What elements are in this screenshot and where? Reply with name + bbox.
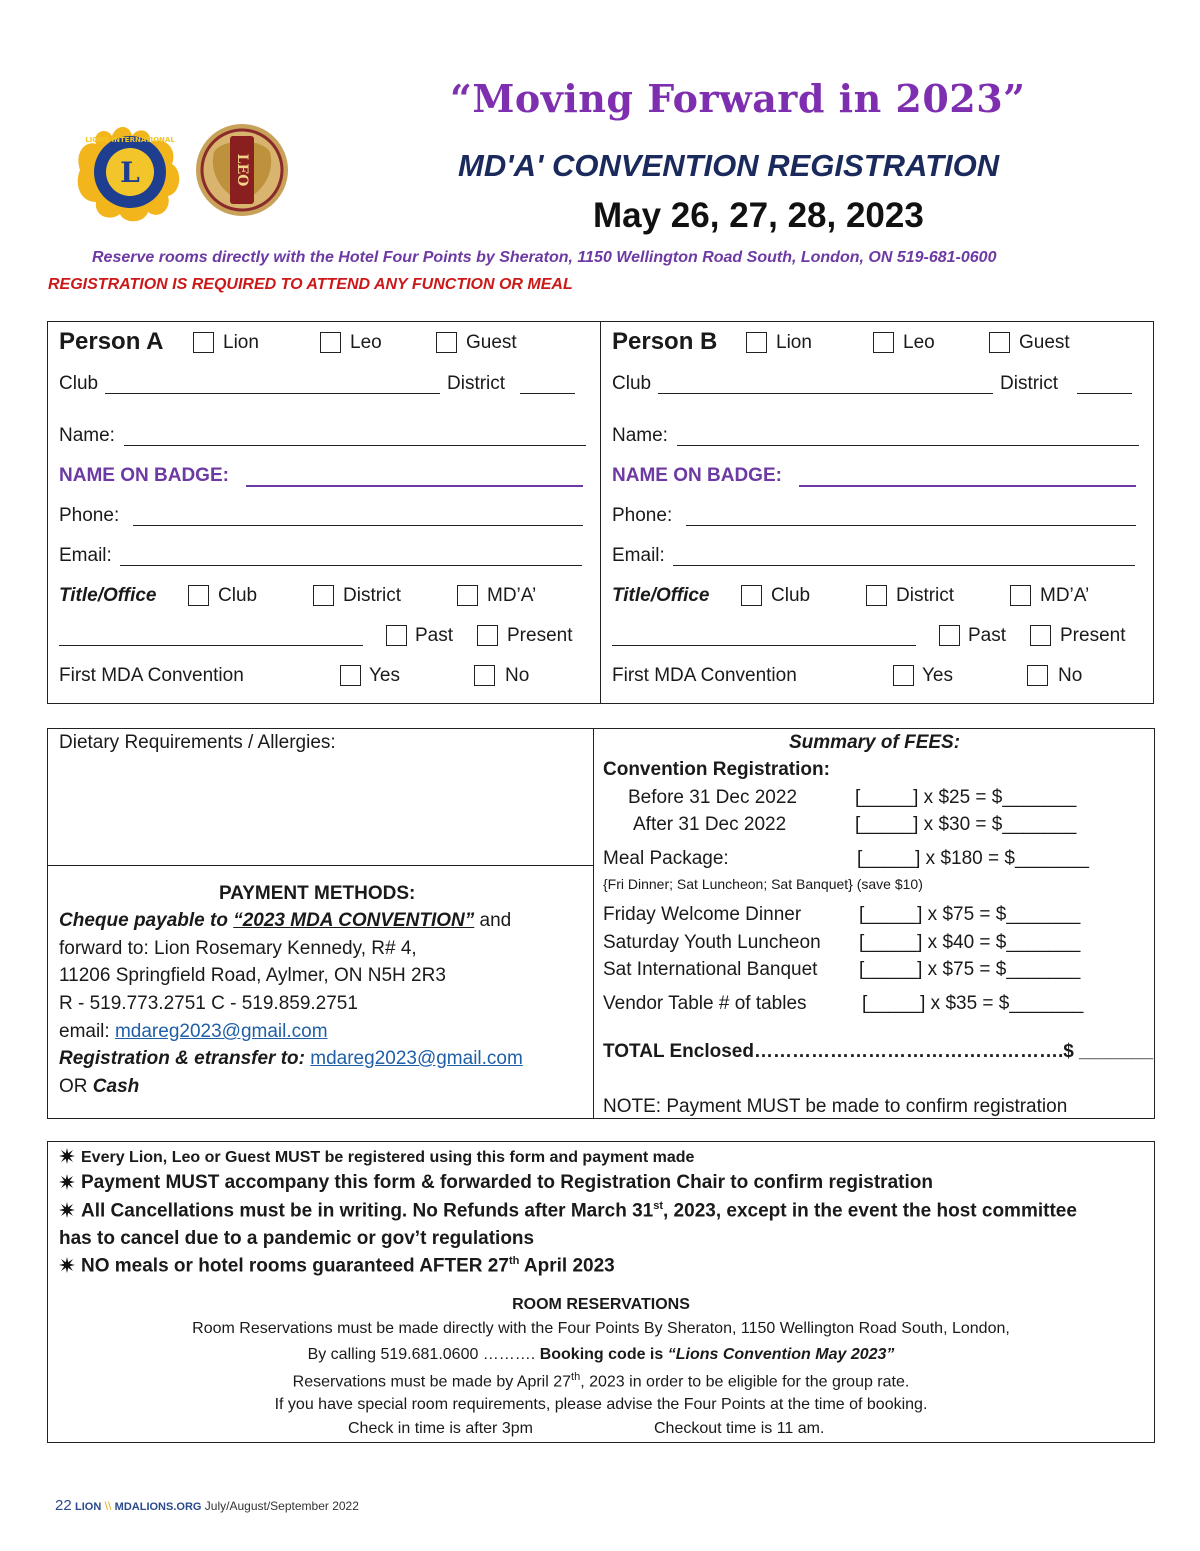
fee-banquet-label: Sat International Banquet bbox=[603, 959, 818, 980]
note-cancellation-line2: has to cancel due to a pandemic or gov’t regulations bbox=[59, 1228, 535, 1249]
person-b-phone-field[interactable] bbox=[686, 525, 1136, 526]
person-b-leo-label: Leo bbox=[903, 332, 935, 353]
person-a-district-label: District bbox=[447, 373, 506, 394]
note-guarantee bbox=[59, 1255, 615, 1277]
fee-after-label: After 31 Dec 2022 bbox=[633, 814, 787, 835]
cheque-line bbox=[59, 910, 511, 932]
convention-dates: May 26, 27, 28, 2023 bbox=[593, 196, 924, 235]
star-bullet-icon bbox=[59, 1148, 75, 1164]
person-a-office-field[interactable] bbox=[59, 645, 363, 646]
note-cancellation-rest: , 2023, except in the event the host committee bbox=[663, 1200, 1077, 1222]
dietary-divider bbox=[47, 865, 593, 866]
room-line3-text: Reservations must be made by April 27 bbox=[292, 1373, 572, 1391]
cash-line bbox=[59, 1076, 139, 1098]
site-name: MDALIONS.ORG bbox=[114, 1501, 202, 1513]
person-a-first-no-label: No bbox=[505, 665, 530, 686]
star-bullet-icon bbox=[59, 1174, 75, 1190]
note-register-text: Every Lion, Leo or Guest MUST be registered using this form and payment made bbox=[81, 1149, 695, 1166]
note-guarantee-text: NO meals or hotel rooms guaranteed AFTER 27 bbox=[81, 1255, 509, 1277]
person-a-label: Person A bbox=[59, 328, 164, 355]
fee-dinner-label: Friday Welcome Dinner bbox=[603, 904, 802, 925]
person-a-guest-checkbox[interactable] bbox=[436, 332, 457, 353]
person-a-past-label: Past bbox=[415, 625, 454, 646]
person-b-badge-field[interactable] bbox=[799, 485, 1136, 487]
person-a-first-no-checkbox[interactable] bbox=[474, 665, 495, 686]
booking-code-label: Booking code is bbox=[539, 1346, 668, 1363]
person-b-past-checkbox[interactable] bbox=[939, 625, 960, 646]
person-a-office-district-label: District bbox=[343, 585, 402, 606]
leo-logo bbox=[194, 122, 290, 218]
fees-title: Summary of FEES: bbox=[789, 732, 961, 753]
issue-date: July/August/September 2022 bbox=[204, 1499, 359, 1513]
person-a-first-yes-checkbox[interactable] bbox=[340, 665, 361, 686]
person-b-office-district-checkbox[interactable] bbox=[866, 585, 887, 606]
person-b-district-field[interactable] bbox=[1077, 393, 1132, 394]
room-line1: Room Reservations must be made directly with the Four Points By Sheraton, 1150 Wellington Road South, London, bbox=[192, 1320, 1010, 1337]
room-line3-rest: , 2023 in order to be eligible for the group rate. bbox=[580, 1373, 910, 1391]
person-b-first-yes-checkbox[interactable] bbox=[893, 665, 914, 686]
room-heading: ROOM RESERVATIONS bbox=[512, 1296, 690, 1313]
fee-banquet-formula[interactable]: [_____] x $75 = $_______ bbox=[859, 959, 1081, 980]
star-bullet-icon bbox=[59, 1202, 75, 1218]
fee-meal-formula[interactable]: [_____] x $180 = $_______ bbox=[857, 848, 1089, 869]
forward-line: forward to: Lion Rosemary Kennedy, R# 4, bbox=[59, 938, 417, 959]
note-payment bbox=[59, 1172, 933, 1194]
cheque-prefix: Cheque payable to bbox=[59, 910, 234, 931]
note-cancellation-sup: st bbox=[653, 1200, 663, 1212]
person-a-club-field[interactable] bbox=[105, 393, 440, 394]
note-payment-text: Payment MUST accompany this form & forwarded to Registration Chair to confirm registration bbox=[81, 1172, 933, 1193]
etransfer-line bbox=[59, 1048, 523, 1070]
person-a-badge-field[interactable] bbox=[246, 485, 583, 487]
hotel-reserve-note: Reserve rooms directly with the Hotel Four Points by Sheraton, 1150 Wellington Road South, London, ON 519-681-0600 bbox=[92, 249, 997, 266]
dietary-field[interactable] bbox=[52, 760, 588, 860]
person-a-email-label: Email: bbox=[59, 545, 112, 566]
svg-text:L: L bbox=[120, 156, 140, 189]
person-b-name-field[interactable] bbox=[677, 445, 1139, 446]
person-a-past-checkbox[interactable] bbox=[386, 625, 407, 646]
payment-email-link[interactable]: mdareg2023@gmail.com bbox=[114, 1021, 328, 1042]
fee-before-label: Before 31 Dec 2022 bbox=[628, 787, 798, 808]
person-a-present-checkbox[interactable] bbox=[477, 625, 498, 646]
person-a-first-yes-label: Yes bbox=[369, 665, 400, 686]
person-a-office-mda-label: MD’A’ bbox=[487, 585, 537, 606]
lions-logo bbox=[72, 122, 190, 224]
person-a-district-field[interactable] bbox=[520, 393, 575, 394]
person-b-past-label: Past bbox=[968, 625, 1007, 646]
person-a-name-field[interactable] bbox=[124, 445, 586, 446]
person-a-office-club-label: Club bbox=[218, 585, 258, 606]
person-b-panel bbox=[601, 322, 1154, 703]
room-line2 bbox=[47, 1346, 1155, 1364]
person-b-guest-label: Guest bbox=[1019, 332, 1070, 353]
fees-divider bbox=[593, 728, 594, 1119]
payment-confirm-note: NOTE: Payment MUST be made to confirm registration bbox=[603, 1096, 1068, 1117]
email-label: email: bbox=[59, 1021, 115, 1042]
note-cancellation-text: All Cancellations must be in writing. No Refunds after March 31 bbox=[81, 1200, 654, 1222]
booking-code: “Lions Convention May 2023” bbox=[667, 1346, 895, 1363]
room-line3-sup: th bbox=[571, 1371, 581, 1383]
fee-luncheon-label: Saturday Youth Luncheon bbox=[603, 932, 821, 953]
leo-logo-text: LEO bbox=[234, 153, 250, 187]
etransfer-email-link[interactable]: mdareg2023@gmail.com bbox=[310, 1048, 523, 1069]
person-a-title-office-label: Title/Office bbox=[59, 585, 157, 606]
person-a-phone-label: Phone: bbox=[59, 505, 120, 526]
page-footer bbox=[55, 1497, 359, 1514]
person-b-office-district-label: District bbox=[896, 585, 955, 606]
person-a-guest-label: Guest bbox=[466, 332, 517, 353]
person-a-lion-checkbox[interactable] bbox=[193, 332, 214, 353]
person-b-first-convention-label: First MDA Convention bbox=[612, 665, 797, 686]
email-line bbox=[59, 1021, 328, 1043]
note-register bbox=[59, 1148, 694, 1167]
person-b-club-label: Club bbox=[612, 373, 652, 394]
page-number: 22 bbox=[55, 1497, 72, 1514]
cash-label: Cash bbox=[92, 1076, 140, 1097]
fee-luncheon-formula[interactable]: [_____] x $40 = $_______ bbox=[859, 932, 1081, 953]
total-enclosed[interactable]: TOTAL Enclosed………………………………………….$ _______ bbox=[603, 1041, 1154, 1062]
registration-label: Convention Registration: bbox=[603, 759, 830, 780]
fee-after-formula[interactable]: [_____] x $30 = $_______ bbox=[855, 814, 1077, 835]
fee-vendor-label: Vendor Table # of tables bbox=[603, 993, 807, 1014]
phone-line: R - 519.773.2751 C - 519.859.2751 bbox=[59, 993, 358, 1014]
etransfer-label: Registration & etransfer to: bbox=[59, 1048, 311, 1069]
cheque-suffix: and bbox=[474, 910, 512, 931]
person-a-present-label: Present bbox=[507, 625, 573, 646]
person-b-office-field[interactable] bbox=[612, 645, 916, 646]
person-b-club-field[interactable] bbox=[658, 393, 993, 394]
person-b-name-label: Name: bbox=[612, 425, 668, 446]
person-a-badge-label: NAME ON BADGE: bbox=[59, 465, 229, 486]
person-b-label: Person B bbox=[612, 328, 718, 355]
person-b-lion-checkbox[interactable] bbox=[746, 332, 767, 353]
magazine-name: LION bbox=[75, 1501, 102, 1513]
fee-meal-label: Meal Package: bbox=[603, 848, 729, 869]
person-a-email-field[interactable] bbox=[120, 565, 582, 566]
person-b-email-field[interactable] bbox=[673, 565, 1135, 566]
person-b-present-checkbox[interactable] bbox=[1030, 625, 1051, 646]
person-divider bbox=[600, 321, 601, 704]
person-a-first-convention-label: First MDA Convention bbox=[59, 665, 244, 686]
person-b-lion-label: Lion bbox=[776, 332, 812, 353]
fee-dinner-formula[interactable]: [_____] x $75 = $_______ bbox=[859, 904, 1081, 925]
person-b-badge-label: NAME ON BADGE: bbox=[612, 465, 782, 486]
person-b-first-no-label: No bbox=[1058, 665, 1083, 686]
meal-package-note: {Fri Dinner; Sat Luncheon; Sat Banquet} (save $10) bbox=[603, 876, 923, 892]
person-a-club-label: Club bbox=[59, 373, 99, 394]
person-b-first-yes-label: Yes bbox=[922, 665, 953, 686]
or-label: OR bbox=[59, 1076, 93, 1097]
person-a-panel bbox=[48, 322, 601, 703]
convention-title: MD'A' CONVENTION REGISTRATION bbox=[458, 148, 1000, 183]
person-a-office-club-checkbox[interactable] bbox=[188, 585, 209, 606]
registration-required-note: REGISTRATION IS REQUIRED TO ATTEND ANY FUNCTION OR MEAL bbox=[48, 276, 573, 293]
address-line: 11206 Springfield Road, Aylmer, ON N5H 2R3 bbox=[59, 965, 446, 986]
person-a-name-label: Name: bbox=[59, 425, 115, 446]
dietary-label: Dietary Requirements / Allergies: bbox=[59, 732, 336, 753]
person-a-phone-field[interactable] bbox=[133, 525, 583, 526]
person-b-first-no-checkbox[interactable] bbox=[1027, 665, 1048, 686]
person-b-office-mda-label: MD’A’ bbox=[1040, 585, 1090, 606]
cheque-payee: “2023 MDA CONVENTION” bbox=[233, 910, 475, 931]
person-b-phone-label: Phone: bbox=[612, 505, 673, 526]
star-bullet-icon bbox=[59, 1257, 75, 1273]
person-b-leo-checkbox[interactable] bbox=[873, 332, 894, 353]
checkout-time: Checkout time is 11 am. bbox=[654, 1420, 825, 1437]
person-a-office-district-checkbox[interactable] bbox=[313, 585, 334, 606]
person-b-email-label: Email: bbox=[612, 545, 665, 566]
room-line3 bbox=[47, 1371, 1155, 1391]
person-b-office-club-checkbox[interactable] bbox=[741, 585, 762, 606]
convention-slogan: “Moving Forward in 2023” bbox=[450, 76, 1026, 121]
person-b-guest-checkbox[interactable] bbox=[989, 332, 1010, 353]
person-b-title-office-label: Title/Office bbox=[612, 585, 710, 606]
note-cancellation bbox=[59, 1200, 1077, 1222]
payment-heading: PAYMENT METHODS: bbox=[219, 883, 416, 904]
fee-before-formula[interactable]: [_____] x $25 = $_______ bbox=[855, 787, 1077, 808]
note-guarantee-rest: April 2023 bbox=[519, 1255, 615, 1277]
footer-separator: \\ bbox=[104, 1499, 115, 1513]
room-call-text: By calling 519.681.0600 ………. bbox=[307, 1346, 540, 1363]
person-b-present-label: Present bbox=[1060, 625, 1126, 646]
person-b-office-club-label: Club bbox=[771, 585, 811, 606]
room-line4: If you have special room requirements, please advise the Four Points at the time of booking. bbox=[274, 1396, 928, 1413]
person-a-leo-checkbox[interactable] bbox=[320, 332, 341, 353]
lions-logo-text: LIONS INTERNATIONAL bbox=[85, 136, 175, 144]
person-a-lion-label: Lion bbox=[223, 332, 259, 353]
person-b-district-label: District bbox=[1000, 373, 1059, 394]
person-a-office-mda-checkbox[interactable] bbox=[457, 585, 478, 606]
fee-vendor-formula[interactable]: [_____] x $35 = $_______ bbox=[862, 993, 1084, 1014]
person-a-leo-label: Leo bbox=[350, 332, 382, 353]
note-guarantee-sup: th bbox=[508, 1255, 520, 1267]
person-b-office-mda-checkbox[interactable] bbox=[1010, 585, 1031, 606]
checkin-time: Check in time is after 3pm bbox=[348, 1420, 533, 1437]
